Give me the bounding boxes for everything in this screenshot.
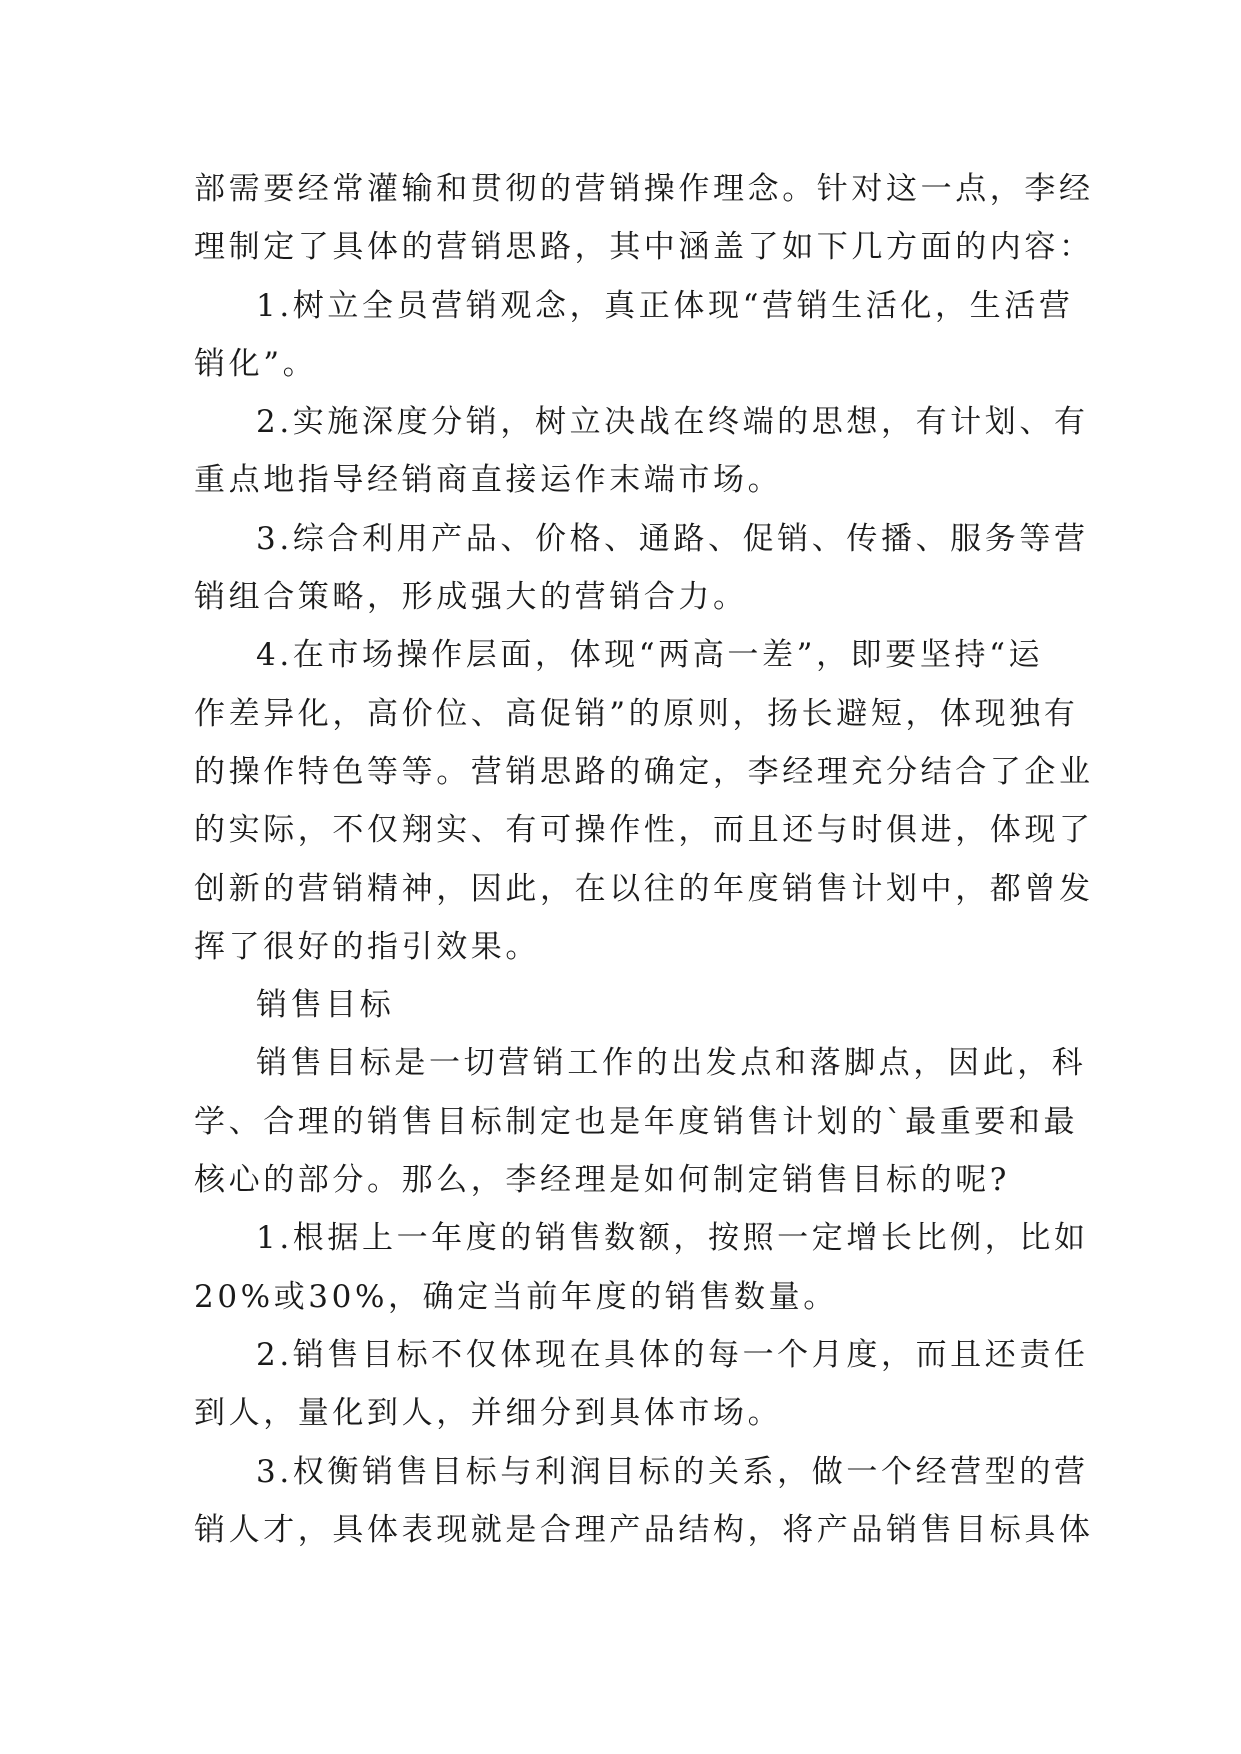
text-line: 到人，量化到人，并细分到具体市场。: [194, 1395, 783, 1432]
text-line: 核心的部分。那么，李经理是如何制定销售目标的呢?: [194, 1162, 1011, 1199]
text-line: 理制定了具体的营销思路，其中涵盖了如下几方面的内容：: [194, 229, 1094, 266]
text-line: 1.根据上一年度的销售数额，按照一定增长比例，比如: [256, 1220, 1089, 1257]
text-line: 销化”。: [194, 345, 318, 382]
text-line: 3.综合利用产品、价格、通路、促销、传播、服务等营: [256, 520, 1089, 557]
text-line: 销人才，具体表现就是合理产品结构，将产品销售目标具体: [194, 1511, 1094, 1548]
text-line: 创新的营销精神，因此，在以往的年度销售计划中，都曾发: [194, 870, 1094, 907]
text-line: 挥了很好的指引效果。: [194, 928, 540, 965]
text-line: 4.在市场操作层面，体现“两高一差”，即要坚持“运: [256, 637, 1044, 674]
text-line: 重点地指导经销商直接运作末端市场。: [194, 462, 783, 499]
text-line: 销售目标是一切营销工作的出发点和落脚点，因此，科: [256, 1045, 1087, 1082]
text-line: 3.权衡销售目标与利润目标的关系，做一个经营型的营: [256, 1453, 1089, 1490]
text-line: 部需要经常灌输和贯彻的营销操作理念。针对这一点，李经: [194, 171, 1094, 207]
text-line: 销售目标: [256, 987, 395, 1024]
text-line: 2.实施深度分销，树立决战在终端的思想，有计划、有: [256, 404, 1089, 441]
text-line: 学、合理的销售目标制定也是年度销售计划的`最重要和最: [194, 1103, 1079, 1140]
text-line: 销组合策略，形成强大的营销合力。: [194, 579, 748, 616]
text-line: 作差异化，高价位、高促销”的原则，扬长避短，体现独有: [194, 695, 1079, 732]
text-line: 的实际，不仅翔实、有可操作性，而且还与时俱进，体现了: [194, 812, 1094, 849]
text-line: 20%或30%，确定当前年度的销售数量。: [194, 1278, 838, 1315]
text-line: 的操作特色等等。营销思路的确定，李经理充分结合了企业: [194, 753, 1094, 790]
text-line: 2.销售目标不仅体现在具体的每一个月度，而且还责任: [256, 1336, 1089, 1373]
body-text: [194, 160, 1094, 1559]
text-line: 1.树立全员营销观念，真正体现“营销生活化，生活营: [256, 287, 1074, 324]
